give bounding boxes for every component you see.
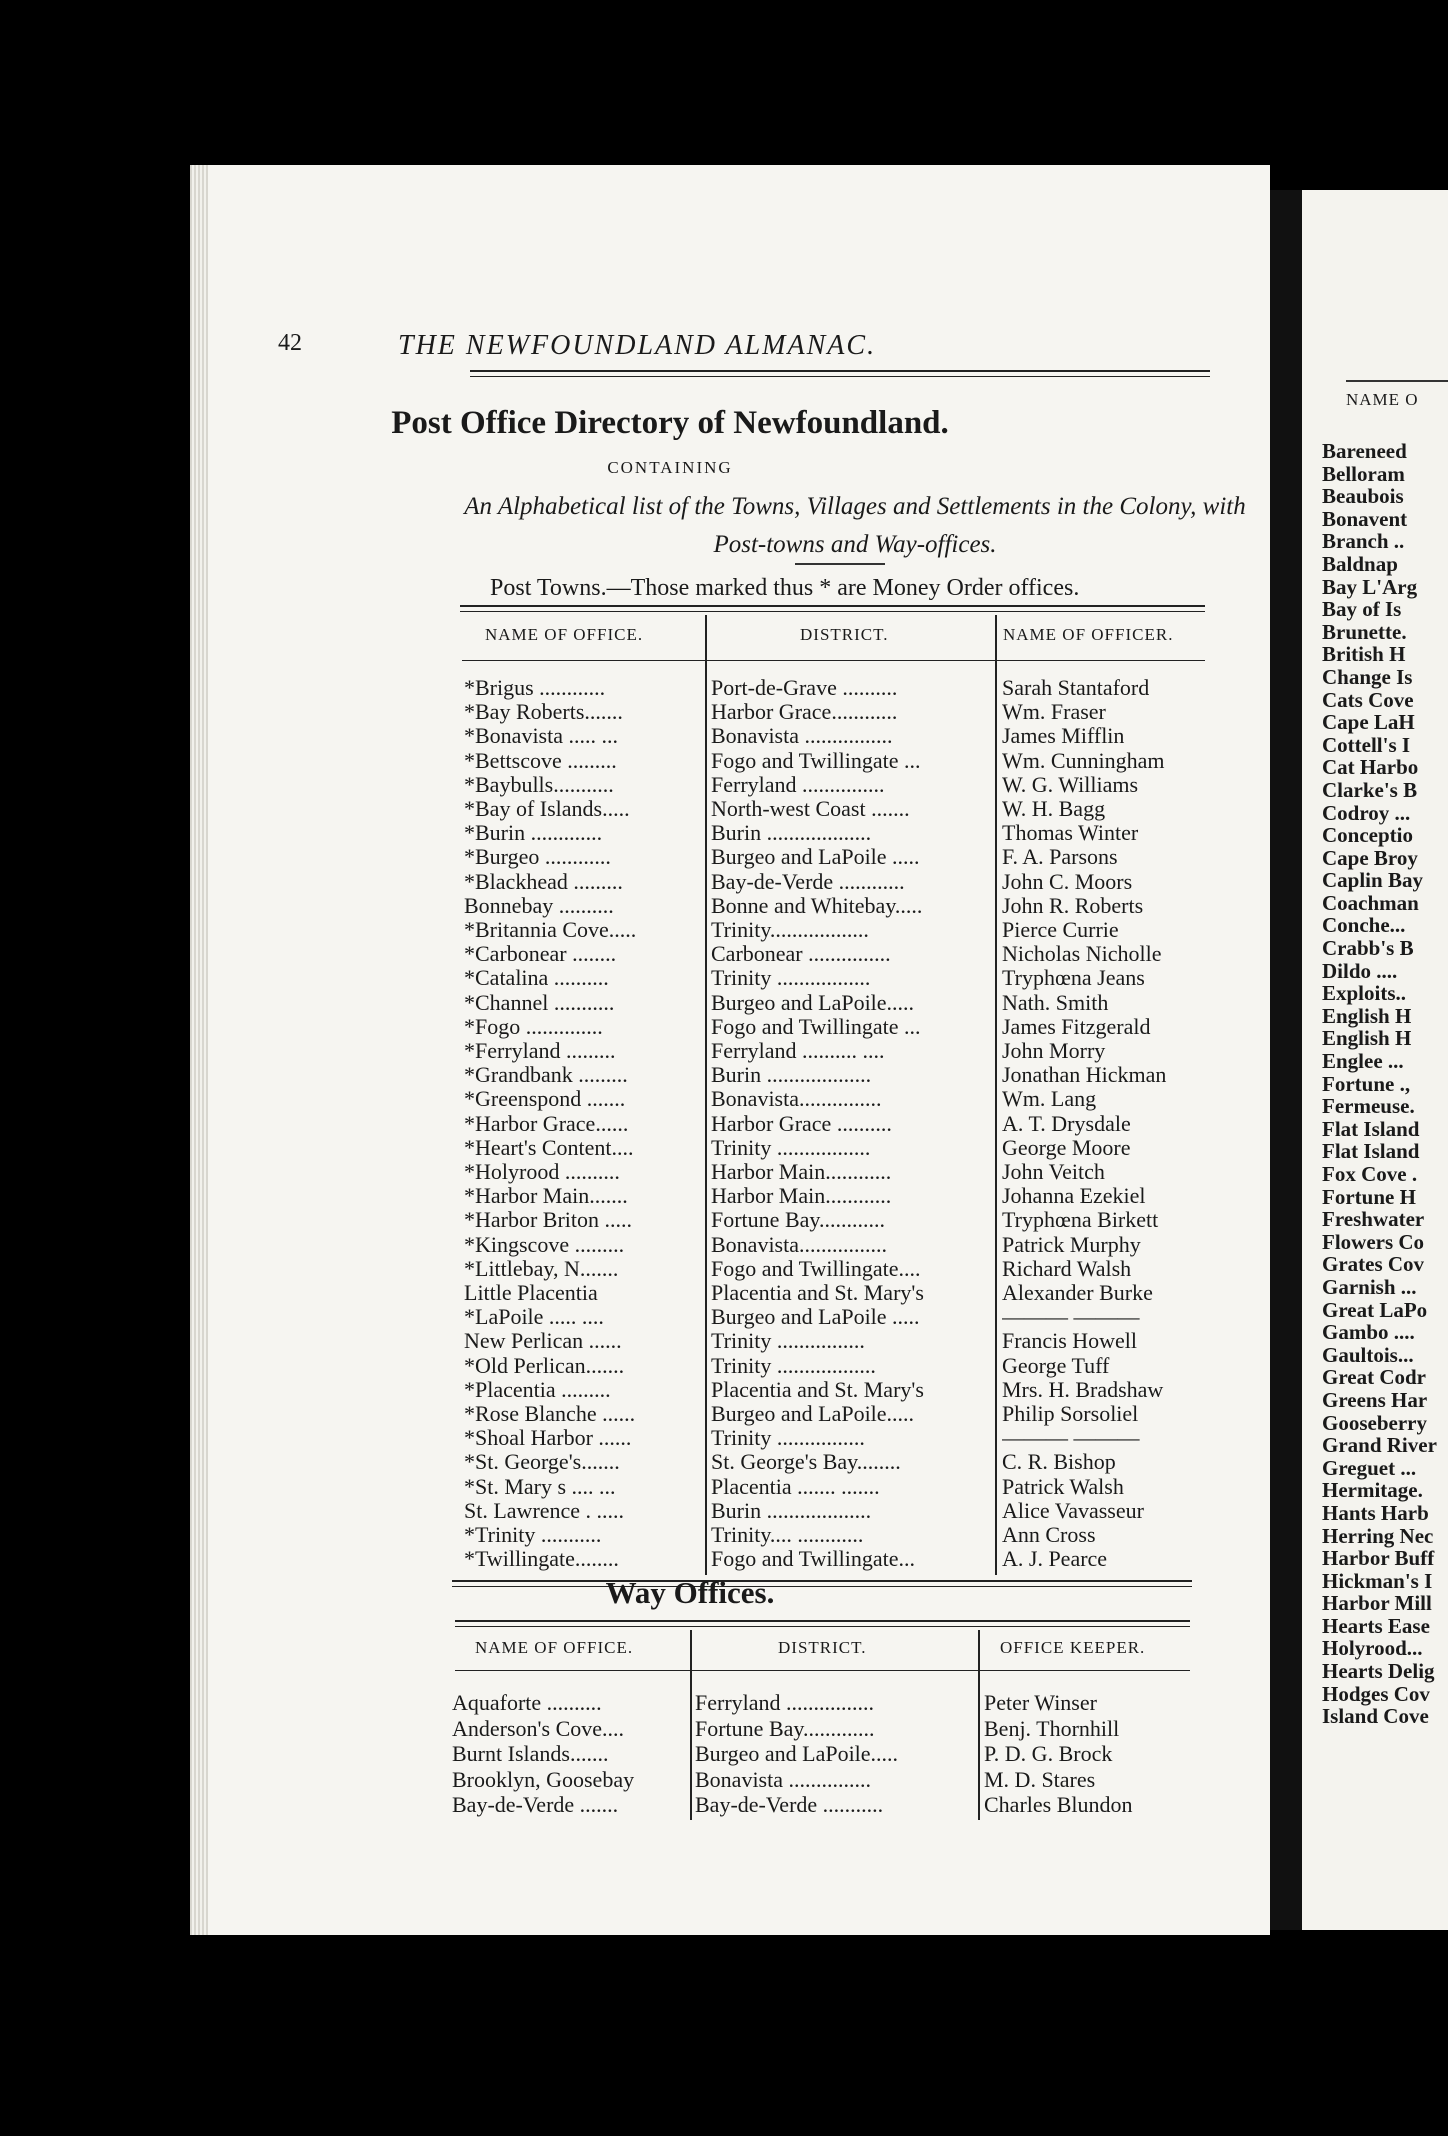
way-column-divider-1 [690, 1630, 692, 1820]
post-town-cell-office: *Trinity ........... [464, 1522, 602, 1547]
post-town-cell-district: Harbor Grace .......... [711, 1110, 892, 1136]
post-town-cell-office: *St. George's....... [464, 1449, 620, 1475]
post-town-cell-officer: John Veitch [1002, 1159, 1105, 1184]
facing-page-item: Cats Cove [1322, 687, 1414, 712]
post-town-cell-office: *Greenspond ....... [464, 1086, 626, 1112]
way-header-office: NAME OF OFFICE. [475, 1638, 634, 1657]
way-office-cell-office: Burnt Islands....... [452, 1741, 609, 1766]
post-town-cell-district: Bonavista................ [711, 1231, 887, 1257]
post-town-cell-office: Little Placentia [464, 1280, 598, 1305]
facing-page [1302, 190, 1448, 1930]
post-town-cell-district: Harbor Main............ [711, 1183, 892, 1209]
post-town-cell-office: *Old Perlican....... [464, 1352, 625, 1378]
way-office-cell-district: Burgeo and LaPoile..... [695, 1741, 899, 1766]
post-town-cell-office: *Fogo .............. [464, 1013, 603, 1039]
post-town-cell-office: *Littlebay, N....... [464, 1255, 619, 1281]
post-town-cell-officer: James Mifflin [1002, 723, 1125, 749]
post-town-cell-officer: Thomas Winter [1002, 820, 1139, 846]
facing-page-item: Change Is [1322, 664, 1413, 689]
post-town-cell-district: Burin ................... [711, 820, 872, 846]
post-town-cell-officer: W. H. Bagg [1002, 796, 1106, 821]
post-town-cell-office: *St. Mary s .... ... [464, 1473, 616, 1499]
facing-page-item: Freshwater [1322, 1207, 1425, 1232]
journal-title: THE NEWFOUNDLAND ALMANAC. [398, 330, 877, 361]
facing-page-item: Cat Harbo [1322, 755, 1419, 780]
post-town-cell-officer: Nicholas Nicholle [1002, 941, 1162, 967]
way-office-cell-office: Bay-de-Verde ....... [452, 1792, 619, 1817]
post-town-cell-district: Placentia ....... ....... [711, 1473, 880, 1499]
facing-page-item: English H [1322, 1026, 1412, 1051]
post-town-cell-district: North-west Coast ....... [711, 796, 910, 821]
post-town-cell-district: Fogo and Twillingate ... [711, 1013, 921, 1039]
post-town-cell-officer: James Fitzgerald [1002, 1013, 1151, 1039]
way-column-divider-2 [978, 1630, 980, 1820]
post-town-cell-district: Bonavista ................ [711, 723, 893, 749]
post-town-cell-district: Burgeo and LaPoile..... [711, 989, 915, 1015]
facing-page-item: Flowers Co [1322, 1229, 1425, 1254]
post-town-cell-officer: Wm. Lang [1002, 1086, 1097, 1112]
post-town-cell-district: Burin ................... [711, 1497, 872, 1523]
post-town-cell-officer: John C. Moors [1002, 868, 1133, 894]
facing-page-item: Englee ... [1322, 1049, 1404, 1074]
way-offices-title: Way Offices. [605, 1575, 775, 1610]
way-header-rule [455, 1670, 1190, 1671]
post-town-cell-district: Burgeo and LaPoile..... [711, 1401, 915, 1426]
post-town-cell-officer: ——— ——— [1002, 1425, 1140, 1451]
post-town-cell-officer: Johanna Ezekiel [1002, 1183, 1146, 1209]
way-office-cell-district: Fortune Bay............. [695, 1715, 875, 1741]
facing-page-item: Hearts Delig [1322, 1659, 1435, 1684]
page-subtitle: An Alphabetical list of the Towns, Villages and Settlements in the Colony, with Post-towns and Way-offices. [464, 493, 1246, 558]
way-header-keeper: OFFICE KEEPER. [1000, 1638, 1146, 1657]
post-town-cell-district: Trinity ................. [711, 965, 871, 991]
post-town-cell-district: Burgeo and LaPoile ..... [711, 1304, 920, 1330]
facing-page-item: Bay L'Arg [1322, 574, 1418, 599]
facing-page-item: Gambo .... [1322, 1320, 1415, 1345]
way-top-rule [455, 1620, 1190, 1622]
facing-page-item: Hants Harb [1322, 1500, 1429, 1525]
money-order-note: Post Towns.—Those marked thus * are Money Order offices. [490, 575, 1080, 601]
facing-page-item: Beaubois [1322, 484, 1404, 509]
facing-page-item: Conche... [1322, 913, 1406, 938]
facing-page-item: Codroy ... [1322, 800, 1411, 825]
facing-page-item: Cottell's I [1322, 732, 1411, 757]
post-town-cell-district: Trinity ................. [711, 1134, 871, 1160]
post-town-cell-office: *Kingscove ......... [464, 1231, 625, 1257]
post-town-cell-officer: Nath. Smith [1002, 989, 1109, 1015]
column-divider-2 [995, 615, 997, 1575]
facing-page-item: Clarke's B [1322, 777, 1418, 802]
table-top-rule [460, 605, 1205, 607]
post-town-cell-district: Placentia and St. Mary's [711, 1280, 924, 1305]
facing-page-item: Greens Har [1322, 1387, 1428, 1412]
post-town-cell-office: *Ferryland ......... [464, 1038, 616, 1063]
post-town-cell-office: *Harbor Briton ..... [464, 1207, 633, 1233]
way-office-cell-office: Aquaforte .......... [452, 1690, 602, 1715]
subtitle-rule [795, 563, 885, 565]
post-town-cell-officer: George Moore [1002, 1134, 1131, 1160]
facing-page-item: Flat Island [1322, 1139, 1420, 1164]
post-town-cell-officer: Pierce Currie [1002, 917, 1119, 942]
post-towns-header-officer: NAME OF OFFICER. [1003, 625, 1174, 644]
facing-page-item: British H [1322, 642, 1406, 667]
way-office-cell-district: Bonavista ............... [695, 1766, 871, 1792]
post-town-cell-officer: Sarah Stantaford [1002, 675, 1150, 700]
post-town-cell-office: Bonnebay .......... [464, 892, 614, 918]
facing-page-item: Dildo .... [1322, 958, 1398, 983]
post-town-cell-office: *Placentia ......... [464, 1376, 611, 1402]
facing-page-item: Baldnap [1322, 551, 1398, 576]
post-town-cell-officer: A. T. Drysdale [1002, 1110, 1131, 1136]
post-town-cell-district: Fogo and Twillingate... [711, 1546, 915, 1572]
facing-page-item: Greguet ... [1322, 1455, 1417, 1480]
way-office-cell-district: Bay-de-Verde ........... [695, 1792, 884, 1817]
post-town-cell-district: Bay-de-Verde ............ [711, 868, 905, 894]
post-town-cell-office: *Bonavista ..... ... [464, 723, 618, 749]
facing-page-item: Gaultois... [1322, 1342, 1414, 1367]
post-town-cell-office: *Baybulls........... [464, 771, 614, 797]
facing-page-item: Branch .. [1322, 529, 1405, 554]
post-town-cell-office: *Grandbank ......... [464, 1062, 628, 1088]
facing-page-item: Harbor Mill [1322, 1591, 1432, 1616]
head-rule [470, 370, 1210, 372]
facing-page-item: Garnish ... [1322, 1274, 1417, 1299]
facing-page-item: Island Cove [1322, 1704, 1429, 1729]
post-town-cell-office: *Harbor Grace...... [464, 1110, 629, 1136]
post-town-cell-officer: Tryphœna Birkett [1002, 1207, 1159, 1233]
post-town-cell-office: *Bay of Islands..... [464, 796, 630, 821]
post-town-cell-officer: A. J. Pearce [1002, 1546, 1108, 1572]
post-town-cell-office: *Blackhead ......... [464, 868, 623, 894]
post-town-cell-district: Burgeo and LaPoile ..... [711, 844, 920, 870]
facing-page-item: Bareneed [1322, 439, 1407, 463]
facing-page-item: Bay of Is [1322, 597, 1402, 622]
facing-page-item: English H [1322, 1003, 1412, 1028]
post-town-cell-office: *Twillingate........ [464, 1546, 619, 1572]
facing-page-item: Hodges Cov [1322, 1681, 1430, 1706]
containing-label: CONTAINING [607, 458, 733, 477]
post-town-cell-officer: Wm. Fraser [1002, 699, 1106, 725]
post-town-cell-office: *Shoal Harbor ...... [464, 1425, 632, 1451]
facing-page-item: Great LaPo [1322, 1297, 1428, 1322]
post-town-cell-officer: Patrick Murphy [1002, 1231, 1141, 1257]
post-town-cell-district: Bonne and Whitebay..... [711, 892, 923, 918]
way-office-cell-district: Ferryland ................ [695, 1690, 875, 1715]
table-top-rule-thin [460, 611, 1205, 612]
post-town-cell-district: Trinity.... ............ [711, 1522, 864, 1547]
facing-page-item: Hearts Ease [1322, 1613, 1430, 1638]
facing-page-item: Coachman [1322, 890, 1419, 915]
column-divider-1 [705, 615, 707, 1575]
post-town-cell-officer: Philip Sorsoliel [1002, 1401, 1139, 1426]
post-town-cell-district: Harbor Main............ [711, 1159, 892, 1184]
post-town-cell-district: Harbor Grace............ [711, 699, 898, 725]
post-town-cell-office: *Britannia Cove..... [464, 917, 637, 942]
facing-page-item: Brunette. [1322, 619, 1407, 644]
post-town-cell-office: *LaPoile ..... .... [464, 1304, 604, 1330]
post-town-cell-officer: Alexander Burke [1002, 1280, 1153, 1305]
post-town-cell-district: St. George's Bay........ [711, 1449, 901, 1475]
facing-page-item: Fermeuse. [1322, 1094, 1415, 1119]
facing-page-item: Hermitage. [1322, 1478, 1423, 1503]
facing-page-item: Crabb's B [1322, 936, 1414, 961]
post-town-cell-district: Ferryland .......... .... [711, 1038, 885, 1063]
post-town-cell-office: *Heart's Content.... [464, 1134, 634, 1160]
post-towns-header-district: DISTRICT. [800, 625, 889, 644]
post-town-cell-district: Trinity ................ [711, 1425, 865, 1451]
way-office-cell-officer: Charles Blundon [984, 1792, 1133, 1817]
facing-page-item: Caplin Bay [1322, 868, 1423, 893]
post-town-cell-officer: John Morry [1002, 1038, 1106, 1063]
post-town-cell-officer: Alice Vavasseur [1002, 1497, 1144, 1523]
running-head [278, 330, 1198, 366]
post-town-cell-officer: George Tuff [1002, 1352, 1110, 1378]
way-office-cell-office: Anderson's Cove.... [452, 1715, 625, 1741]
facing-page-item: Fortune H [1322, 1184, 1416, 1209]
post-town-cell-office: *Channel ........... [464, 989, 615, 1015]
post-town-cell-district: Trinity.................. [711, 917, 869, 942]
post-town-cell-officer: John R. Roberts [1002, 892, 1144, 918]
post-town-cell-office: *Carbonear ........ [464, 941, 617, 967]
facing-page-item: Cape Broy [1322, 845, 1418, 870]
post-town-cell-office: *Bettscove ......... [464, 747, 617, 773]
post-town-cell-officer: W. G. Williams [1002, 771, 1139, 797]
post-town-cell-officer: F. A. Parsons [1002, 844, 1118, 870]
post-town-cell-office: *Brigus ............ [464, 675, 606, 700]
post-town-cell-district: Placentia and St. Mary's [711, 1376, 924, 1402]
post-town-cell-officer: Jonathan Hickman [1002, 1062, 1167, 1088]
facing-page-item: Herring Nec [1322, 1523, 1434, 1548]
facing-page-item: Fox Cove . [1322, 1162, 1418, 1186]
post-town-cell-office: New Perlican ...... [464, 1328, 622, 1354]
post-town-cell-officer: ——— ——— [1002, 1304, 1140, 1330]
post-town-cell-office: *Harbor Main....... [464, 1183, 628, 1209]
facing-page-item: Grates Cov [1322, 1252, 1425, 1277]
facing-page-item: Conceptio [1322, 823, 1413, 848]
page-title: Post Office Directory of Newfoundland. [391, 405, 949, 441]
post-town-cell-officer: Ann Cross [1002, 1522, 1096, 1547]
way-office-cell-officer: Peter Winser [984, 1690, 1097, 1715]
post-town-cell-district: Fogo and Twillingate ... [711, 747, 921, 773]
facing-page-item: Hickman's I [1322, 1568, 1433, 1593]
facing-page-item: Grand River [1322, 1433, 1437, 1458]
post-town-cell-district: Ferryland ............... [711, 771, 885, 797]
post-town-cell-office: *Rose Blanche ...... [464, 1401, 636, 1426]
post-town-cell-office: St. Lawrence . ..... [464, 1497, 625, 1523]
post-town-cell-district: Fortune Bay............ [711, 1207, 885, 1233]
post-town-cell-officer: Patrick Walsh [1002, 1473, 1124, 1499]
post-towns-header-office: NAME OF OFFICE. [485, 625, 644, 644]
facing-page-rule [1346, 380, 1448, 382]
post-town-cell-officer: Mrs. H. Bradshaw [1002, 1376, 1164, 1402]
way-header-district: DISTRICT. [778, 1638, 867, 1657]
way-top-rule-thin [455, 1626, 1190, 1627]
post-town-cell-officer: C. R. Bishop [1002, 1449, 1116, 1475]
facing-page-item: Bonavent [1322, 506, 1408, 531]
post-town-cell-office: *Holyrood .......... [464, 1159, 620, 1184]
post-town-cell-officer: Francis Howell [1002, 1328, 1138, 1354]
post-town-cell-district: Trinity .................. [711, 1352, 876, 1378]
facing-page-item: Exploits.. [1322, 981, 1407, 1006]
post-town-cell-district: Bonavista............... [711, 1086, 882, 1112]
facing-page-item: Belloram [1322, 461, 1405, 486]
post-town-cell-district: Port-de-Grave .......... [711, 675, 898, 700]
header-rule [462, 660, 1205, 661]
page-number: 42 [278, 330, 302, 356]
post-town-cell-officer: Tryphœna Jeans [1002, 965, 1145, 991]
head-rule-thin [470, 376, 1210, 377]
way-office-cell-office: Brooklyn, Goosebay [452, 1766, 635, 1792]
facing-page-header: NAME O [1346, 390, 1419, 409]
facing-page-item: Harbor Buff [1322, 1546, 1435, 1571]
facing-page-item: Gooseberry [1322, 1410, 1427, 1435]
facing-page-item: Cape LaH [1322, 710, 1415, 735]
post-town-cell-office: *Burin ............. [464, 820, 603, 846]
facing-page-item: Fortune ., [1322, 1071, 1411, 1096]
post-town-cell-office: *Bay Roberts....... [464, 699, 623, 725]
post-town-cell-officer: Wm. Cunningham [1002, 747, 1165, 773]
post-town-cell-office: *Catalina .......... [464, 965, 609, 991]
facing-page-item: Great Codr [1322, 1365, 1427, 1390]
facing-page-list [1322, 440, 1437, 1728]
post-town-cell-office: *Burgeo ............ [464, 844, 611, 870]
post-town-cell-officer: Richard Walsh [1002, 1255, 1132, 1281]
post-town-cell-district: Fogo and Twillingate.... [711, 1255, 921, 1281]
book-gutter [1270, 190, 1302, 1930]
way-office-cell-officer: M. D. Stares [984, 1766, 1096, 1792]
way-office-cell-officer: P. D. G. Brock [984, 1741, 1113, 1766]
way-office-cell-officer: Benj. Thornhill [984, 1715, 1120, 1741]
post-town-cell-district: Burin ................... [711, 1062, 872, 1088]
post-town-cell-district: Carbonear ............... [711, 941, 891, 967]
post-town-cell-district: Trinity ................ [711, 1328, 865, 1354]
facing-page-item: Holyrood... [1322, 1636, 1423, 1661]
facing-page-item: Flat Island [1322, 1116, 1420, 1141]
